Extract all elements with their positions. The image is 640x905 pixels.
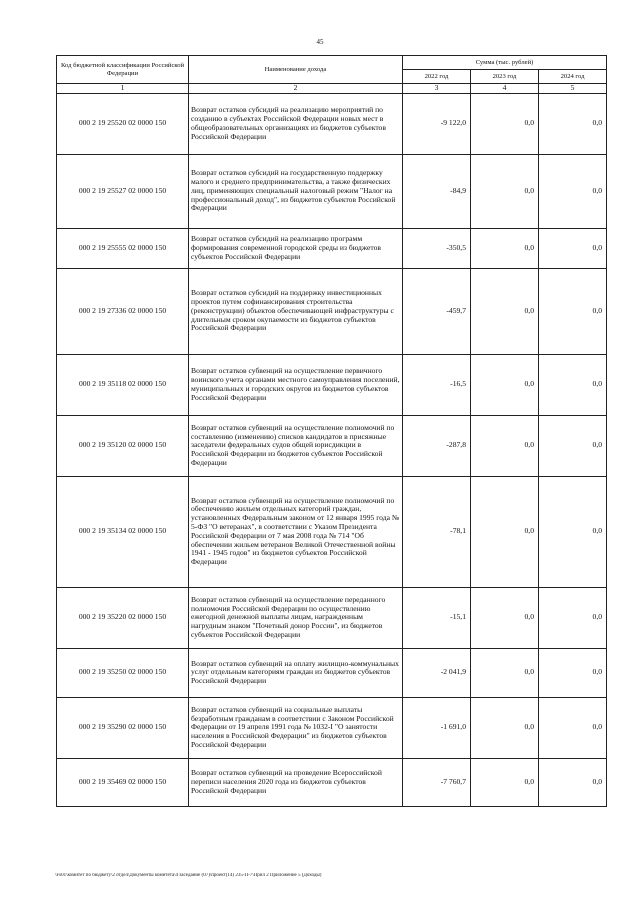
table-row <box>57 228 607 268</box>
header-sum: Сумма (тыс. рублей) <box>403 56 607 70</box>
code-cell: 000 2 19 35120 02 0000 150 <box>57 415 189 476</box>
col-number: 3 <box>403 84 471 94</box>
header-year-2024: 2024 год <box>539 70 607 84</box>
name-cell: Возврат остатков субсидий на реализацию мероприятий по созданию в субъектах Российской Федерации новых мест в общеобразовательных организациях из бюджетов субъектов Российской Федерации <box>189 93 403 154</box>
table-row <box>57 758 607 806</box>
value-2024-cell: 0,0 <box>539 758 607 806</box>
page-number: 45 <box>316 38 324 46</box>
header-year-2022: 2022 год <box>403 70 471 84</box>
value-2022-cell: -350,5 <box>403 228 471 268</box>
value-2022-cell: -1 691,0 <box>403 697 471 758</box>
value-2022-cell: -84,9 <box>403 154 471 228</box>
col-number: 2 <box>189 84 403 94</box>
value-2023-cell: 0,0 <box>471 268 539 354</box>
name-cell: Возврат остатков субсидий на реализацию программ формирования современной городской среды из бюджетов субъектов Российской Федерации <box>189 228 403 268</box>
code-cell: 000 2 19 35469 02 0000 150 <box>57 758 189 806</box>
value-2023-cell: 0,0 <box>471 354 539 415</box>
table-row <box>57 648 607 697</box>
value-2022-cell: -2 041,9 <box>403 648 471 697</box>
value-2023-cell: 0,0 <box>471 697 539 758</box>
value-2023-cell: 0,0 <box>471 93 539 154</box>
name-cell: Возврат остатков субвенций на осуществление первичного воинского учета органами местного самоуправления поселений, муниципальных и городских округов из бюджетов субъектов Российской Федерации <box>189 354 403 415</box>
code-cell: 000 2 19 35220 02 0000 150 <box>57 587 189 648</box>
header-name: Наименование дохода <box>189 56 403 84</box>
code-cell: 000 2 19 35118 02 0000 150 <box>57 354 189 415</box>
name-cell: Возврат остатков субвенций на осуществление полномочий по обеспечению жильем отдельных категорий граждан, установленных Федеральным законом от 12 января 1995 года № 5-ФЗ "О ветеранах", в соответствии с Указом Президента Российской Федерации от 7 мая 2008 года № 714 "Об обеспечении жильем ветеранов Великой Отечественной войны 1941 - 1945 годов" из бюджетов субъектов Российской Федерации <box>189 476 403 587</box>
name-cell: Возврат остатков субвенций на проведение Всероссийской переписи населения 2020 года из бюджетов субъектов Российской Федерации <box>189 758 403 806</box>
table-row <box>57 415 607 476</box>
value-2024-cell: 0,0 <box>539 476 607 587</box>
value-2023-cell: 0,0 <box>471 154 539 228</box>
value-2024-cell: 0,0 <box>539 697 607 758</box>
value-2024-cell: 0,0 <box>539 415 607 476</box>
header-code: Код бюджетной классификации Российской Федерации <box>57 56 189 84</box>
value-2022-cell: -16,5 <box>403 354 471 415</box>
value-2022-cell: -9 122,0 <box>403 93 471 154</box>
name-cell: Возврат остатков субсидий на государственную поддержку малого и среднего предпринимательства, а также физических лиц, применяющих специальный налоговый режим "Налог на профессиональный доход", из бюджетов субъектов Российской Федерации <box>189 154 403 228</box>
code-cell: 000 2 19 35290 02 0000 150 <box>57 697 189 758</box>
value-2022-cell: -7 760,7 <box>403 758 471 806</box>
code-cell: 000 2 19 25555 02 0000 150 <box>57 228 189 268</box>
value-2023-cell: 0,0 <box>471 758 539 806</box>
value-2024-cell: 0,0 <box>539 228 607 268</box>
value-2024-cell: 0,0 <box>539 648 607 697</box>
value-2022-cell: -78,1 <box>403 476 471 587</box>
table-row <box>57 354 607 415</box>
value-2023-cell: 0,0 <box>471 228 539 268</box>
name-cell: Возврат остатков субсидий на поддержку инвестиционных проектов путем софинансирования строительства (реконструкции) объектов обеспечивающей инфраструктуры с длительным сроком окупаемости из бюджетов субъектов Российской Федерации <box>189 268 403 354</box>
name-cell: Возврат остатков субвенций на оплату жилищно-коммунальных услуг отдельным категориям граждан из бюджетов субъектов Российской Федерации <box>189 648 403 697</box>
value-2022-cell: -459,7 <box>403 268 471 354</box>
name-cell: Возврат остатков субвенций на осуществление переданного полномочия Российской Федерации по осуществлению ежегодной денежной выплаты лицам, награжденным нагрудным знаком "Почетный донор России", из бюджетов субъектов Российской Федерации <box>189 587 403 648</box>
col-number: 1 <box>57 84 189 94</box>
budget-table <box>56 55 607 807</box>
code-cell: 000 2 19 27336 02 0000 150 <box>57 268 189 354</box>
col-number: 4 <box>471 84 539 94</box>
code-cell: 000 2 19 25520 02 0000 150 <box>57 93 189 154</box>
code-cell: 000 2 19 35250 02 0000 150 <box>57 648 189 697</box>
value-2023-cell: 0,0 <box>471 648 539 697</box>
name-cell: Возврат остатков субвенций на осуществление полномочий по составлению (изменению) списков кандидатов в присяжные заседатели федеральных судов общей юрисдикции в Российской Федерации из бюджетов субъектов Российской Федерации <box>189 415 403 476</box>
value-2024-cell: 0,0 <box>539 354 607 415</box>
table-row <box>57 697 607 758</box>
value-2024-cell: 0,0 <box>539 154 607 228</box>
value-2022-cell: -287,8 <box>403 415 471 476</box>
file-path-footer: \Fs01\комитет по бюджету\2 отдел\Документы комитета\4 заседание (07)\проект(14) 235-П-7\Прил 2 Приложение 5 (Доходы) <box>55 873 322 878</box>
table-body <box>57 93 607 806</box>
value-2023-cell: 0,0 <box>471 476 539 587</box>
header-year-2023: 2023 год <box>471 70 539 84</box>
value-2023-cell: 0,0 <box>471 415 539 476</box>
code-cell: 000 2 19 25527 02 0000 150 <box>57 154 189 228</box>
code-cell: 000 2 19 35134 02 0000 150 <box>57 476 189 587</box>
table-row <box>57 476 607 587</box>
value-2024-cell: 0,0 <box>539 268 607 354</box>
value-2023-cell: 0,0 <box>471 587 539 648</box>
value-2024-cell: 0,0 <box>539 93 607 154</box>
value-2024-cell: 0,0 <box>539 587 607 648</box>
col-number: 5 <box>539 84 607 94</box>
name-cell: Возврат остатков субвенций на социальные выплаты безработным гражданам в соответствии с Законом Российской Федерации от 19 апреля 1991 года № 1032-I "О занятости населения в Российской Федерации" из бюджетов субъектов Российской Федерации <box>189 697 403 758</box>
table-row <box>57 154 607 228</box>
value-2022-cell: -15,1 <box>403 587 471 648</box>
table-row <box>57 93 607 154</box>
table-row <box>57 587 607 648</box>
table-row <box>57 268 607 354</box>
